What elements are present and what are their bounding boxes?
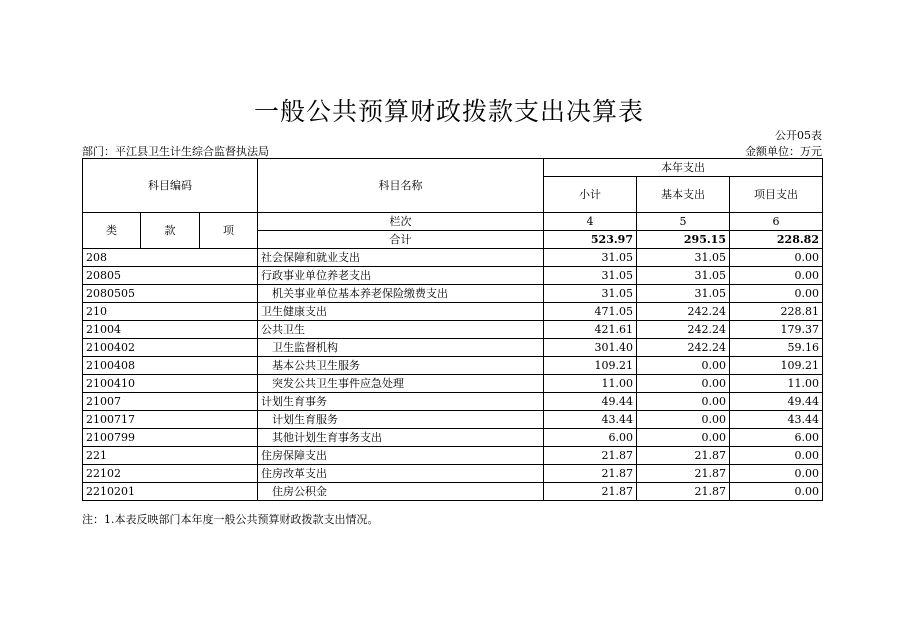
row-basic: 21.87 (637, 465, 730, 483)
row-subtotal: 43.44 (544, 411, 637, 429)
table-row (83, 285, 823, 303)
row-subtotal: 421.61 (544, 321, 637, 339)
unit-label: 金额单位：万元 (745, 145, 822, 158)
row-project: 59.16 (730, 339, 823, 357)
header-basic: 基本支出 (637, 177, 730, 213)
department-label: 部门：平江县卫生计生综合监督执法局 (82, 145, 269, 158)
row-subtotal: 6.00 (544, 429, 637, 447)
table-row (83, 375, 823, 393)
table-row (83, 303, 823, 321)
row-name: 其他计划生育事务支出 (258, 429, 544, 447)
row-basic: 31.05 (637, 249, 730, 267)
row-code: 21007 (83, 393, 258, 411)
table-row (83, 483, 823, 501)
row-basic: 31.05 (637, 285, 730, 303)
row-code: 2080505 (83, 285, 258, 303)
header-project: 项目支出 (730, 177, 823, 213)
row-subtotal: 21.87 (544, 465, 637, 483)
table-row (83, 465, 823, 483)
row-name: 住房改革支出 (258, 465, 544, 483)
table-row (83, 429, 823, 447)
table-row (83, 411, 823, 429)
row-name: 基本公共卫生服务 (258, 357, 544, 375)
page-title: 一般公共预算财政拨款支出决算表 (253, 97, 644, 126)
row-code: 2100402 (83, 339, 258, 357)
header-col5: 5 (637, 213, 730, 231)
table-tag: 公开05表 (775, 129, 822, 142)
expenditure-table (82, 158, 823, 501)
row-project: 0.00 (730, 267, 823, 285)
header-xiang: 项 (200, 213, 258, 249)
row-project: 179.37 (730, 321, 823, 339)
table-row (83, 357, 823, 375)
row-basic: 0.00 (637, 357, 730, 375)
row-subtotal: 21.87 (544, 483, 637, 501)
row-name: 住房公积金 (258, 483, 544, 501)
row-name: 卫生监督机构 (258, 339, 544, 357)
row-code: 2100717 (83, 411, 258, 429)
row-project: 109.21 (730, 357, 823, 375)
row-project: 0.00 (730, 483, 823, 501)
row-code: 2210201 (83, 483, 258, 501)
header-kuan: 款 (141, 213, 200, 249)
row-code: 21004 (83, 321, 258, 339)
row-subtotal: 31.05 (544, 267, 637, 285)
row-name: 住房保障支出 (258, 447, 544, 465)
row-project: 0.00 (730, 465, 823, 483)
total-basic: 295.15 (637, 231, 730, 249)
table-row (83, 267, 823, 285)
table-row (83, 339, 823, 357)
row-name: 社会保障和就业支出 (258, 249, 544, 267)
row-subtotal: 49.44 (544, 393, 637, 411)
row-project: 11.00 (730, 375, 823, 393)
total-project: 228.82 (730, 231, 823, 249)
row-basic: 0.00 (637, 393, 730, 411)
row-basic: 242.24 (637, 321, 730, 339)
row-name: 计划生育服务 (258, 411, 544, 429)
row-code: 2100799 (83, 429, 258, 447)
row-basic: 0.00 (637, 411, 730, 429)
row-code: 208 (83, 249, 258, 267)
row-basic: 0.00 (637, 429, 730, 447)
header-subject-code: 科目编码 (83, 159, 258, 213)
footnote: 注：1.本表反映部门本年度一般公共预算财政拨款支出情况。 (82, 513, 379, 526)
row-code: 20805 (83, 267, 258, 285)
row-subtotal: 31.05 (544, 249, 637, 267)
table-row (83, 447, 823, 465)
row-name: 公共卫生 (258, 321, 544, 339)
row-code: 210 (83, 303, 258, 321)
header-col6: 6 (730, 213, 823, 231)
total-subtotal: 523.97 (544, 231, 637, 249)
row-project: 49.44 (730, 393, 823, 411)
header-column-no: 栏次 (258, 213, 544, 231)
row-subtotal: 109.21 (544, 357, 637, 375)
table-row (83, 393, 823, 411)
row-project: 228.81 (730, 303, 823, 321)
row-code: 2100408 (83, 357, 258, 375)
row-basic: 0.00 (637, 375, 730, 393)
header-subject-name: 科目名称 (258, 159, 544, 213)
row-basic: 31.05 (637, 267, 730, 285)
row-basic: 242.24 (637, 303, 730, 321)
row-project: 0.00 (730, 285, 823, 303)
table-row (83, 249, 823, 267)
row-basic: 21.87 (637, 483, 730, 501)
row-subtotal: 471.05 (544, 303, 637, 321)
row-subtotal: 11.00 (544, 375, 637, 393)
row-name: 卫生健康支出 (258, 303, 544, 321)
row-name: 行政事业单位养老支出 (258, 267, 544, 285)
row-name: 计划生育事务 (258, 393, 544, 411)
row-code: 2100410 (83, 375, 258, 393)
header-lei: 类 (83, 213, 141, 249)
row-project: 6.00 (730, 429, 823, 447)
row-basic: 21.87 (637, 447, 730, 465)
row-code: 22102 (83, 465, 258, 483)
row-code: 221 (83, 447, 258, 465)
header-current-year: 本年支出 (544, 159, 823, 177)
row-project: 43.44 (730, 411, 823, 429)
header-subtotal: 小计 (544, 177, 637, 213)
row-basic: 242.24 (637, 339, 730, 357)
row-name: 机关事业单位基本养老保险缴费支出 (258, 285, 544, 303)
row-name: 突发公共卫生事件应急处理 (258, 375, 544, 393)
row-subtotal: 21.87 (544, 447, 637, 465)
row-project: 0.00 (730, 249, 823, 267)
row-subtotal: 301.40 (544, 339, 637, 357)
total-label: 合计 (258, 231, 544, 249)
row-project: 0.00 (730, 447, 823, 465)
row-subtotal: 31.05 (544, 285, 637, 303)
table-row (83, 321, 823, 339)
header-col4: 4 (544, 213, 637, 231)
